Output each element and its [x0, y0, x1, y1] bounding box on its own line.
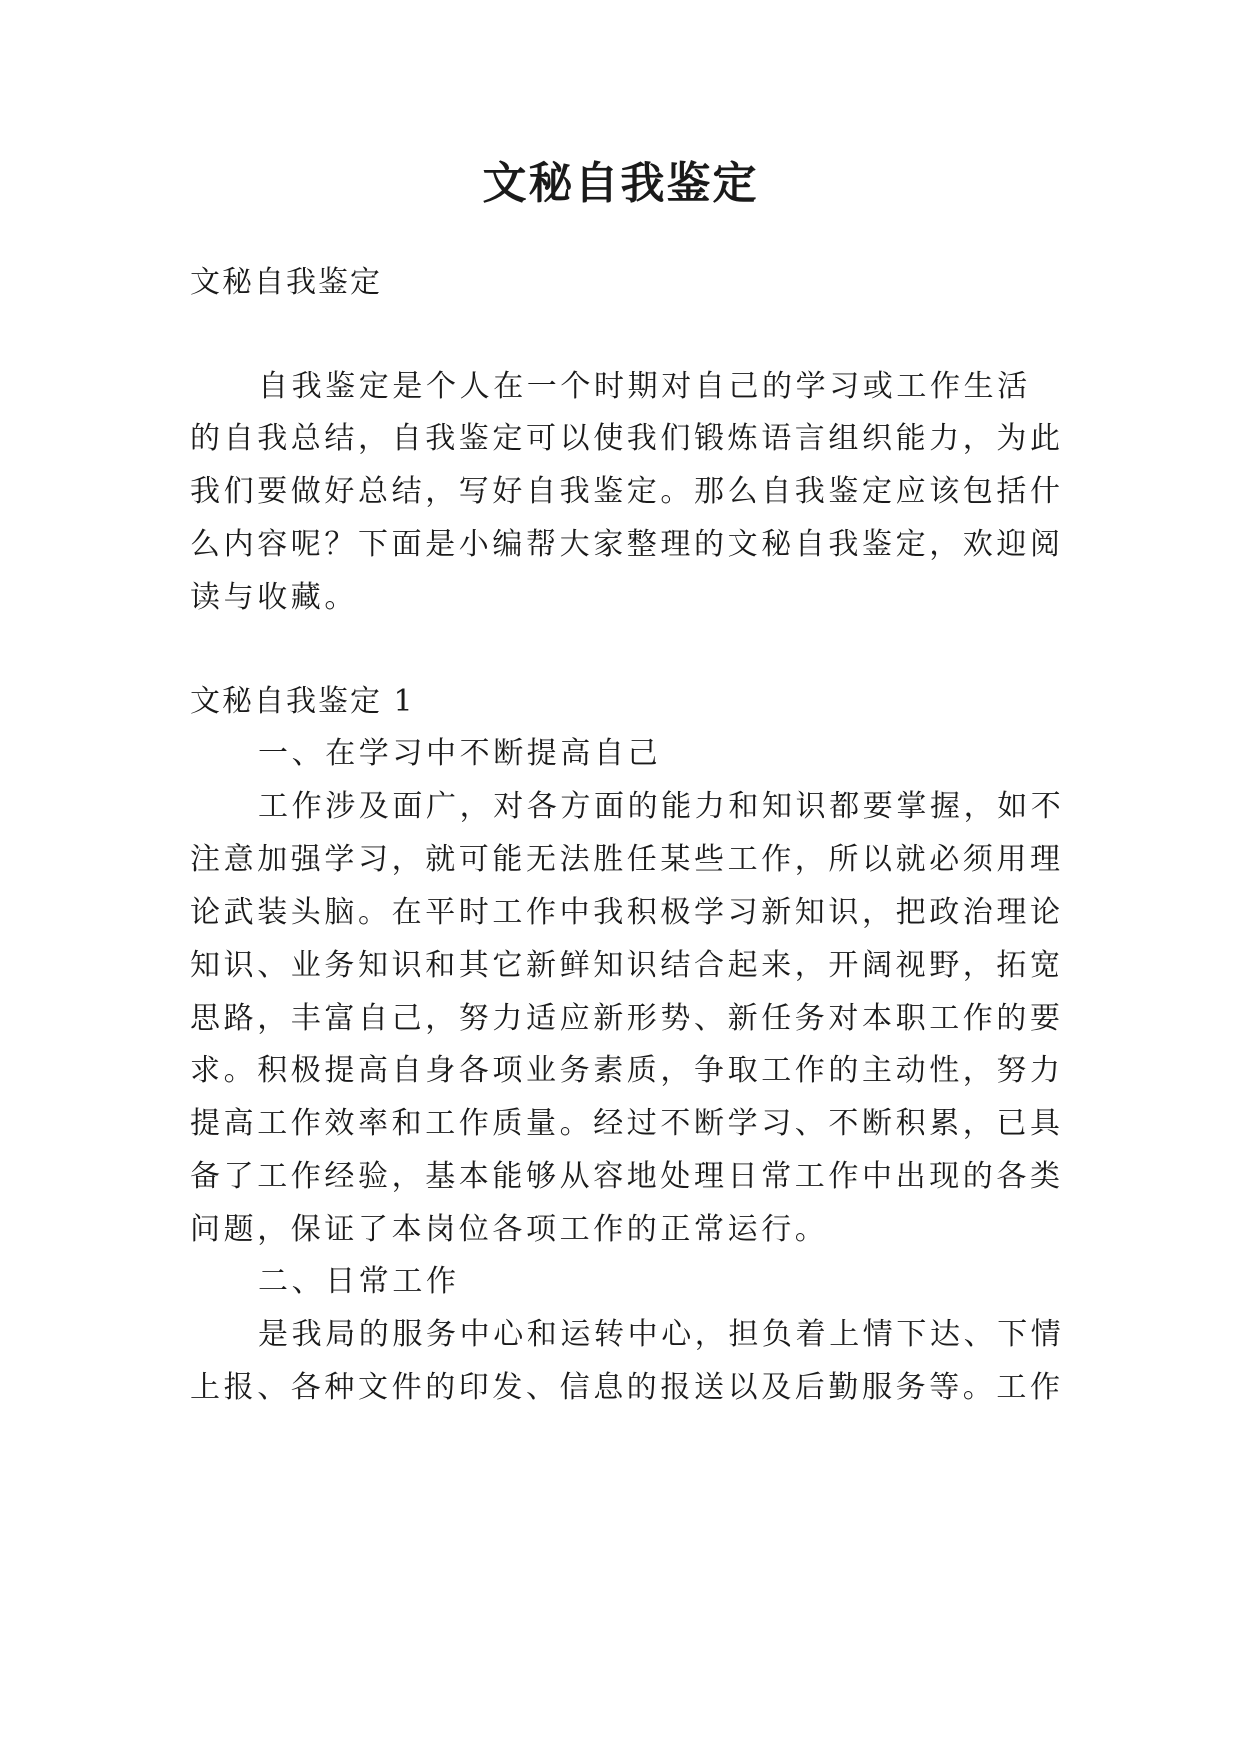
part2-heading: 二、日常工作	[258, 1264, 460, 1299]
part1-line-6: 求。积极提高自身各项业务素质，争取工作的主动性，努力	[190, 1053, 1064, 1088]
part2-line-1: 是我局的服务中心和运转中心，担负着上情下达、下情	[258, 1317, 1065, 1352]
part1-line-9: 问题，保证了本岗位各项工作的正常运行。	[190, 1212, 829, 1247]
intro-line-5: 读与收藏。	[190, 580, 358, 615]
part1-line-1: 工作涉及面广，对各方面的能力和知识都要掌握，如不	[258, 789, 1065, 824]
part1-heading: 一、在学习中不断提高自己	[258, 736, 662, 771]
intro-line-4: 么内容呢？下面是小编帮大家整理的文秘自我鉴定，欢迎阅	[190, 527, 1064, 562]
part1-line-7: 提高工作效率和工作质量。经过不断学习、不断积累，已具	[190, 1106, 1064, 1141]
intro-line-3: 我们要做好总结，写好自我鉴定。那么自我鉴定应该包括什	[190, 474, 1064, 509]
intro-line-1: 自我鉴定是个人在一个时期对自己的学习或工作生活	[258, 369, 1031, 404]
document-title: 文秘自我鉴定	[482, 158, 759, 209]
part1-line-8: 备了工作经验，基本能够从容地处理日常工作中出现的各类	[190, 1159, 1064, 1194]
document-subtitle: 文秘自我鉴定	[190, 265, 382, 300]
part1-line-2: 注意加强学习，就可能无法胜任某些工作，所以就必须用理	[190, 842, 1064, 877]
intro-line-2: 的自我总结，自我鉴定可以使我们锻炼语言组织能力，为此	[190, 421, 1064, 456]
part1-line-3: 论武装头脑。在平时工作中我积极学习新知识，把政治理论	[190, 895, 1064, 930]
part2-line-2: 上报、各种文件的印发、信息的报送以及后勤服务等。工作	[190, 1370, 1064, 1405]
part1-line-5: 思路，丰富自己，努力适应新形势、新任务对本职工作的要	[190, 1001, 1064, 1036]
section-heading-1: 文秘自我鉴定 1	[190, 684, 415, 719]
part1-line-4: 知识、业务知识和其它新鲜知识结合起来，开阔视野，拓宽	[190, 948, 1064, 983]
